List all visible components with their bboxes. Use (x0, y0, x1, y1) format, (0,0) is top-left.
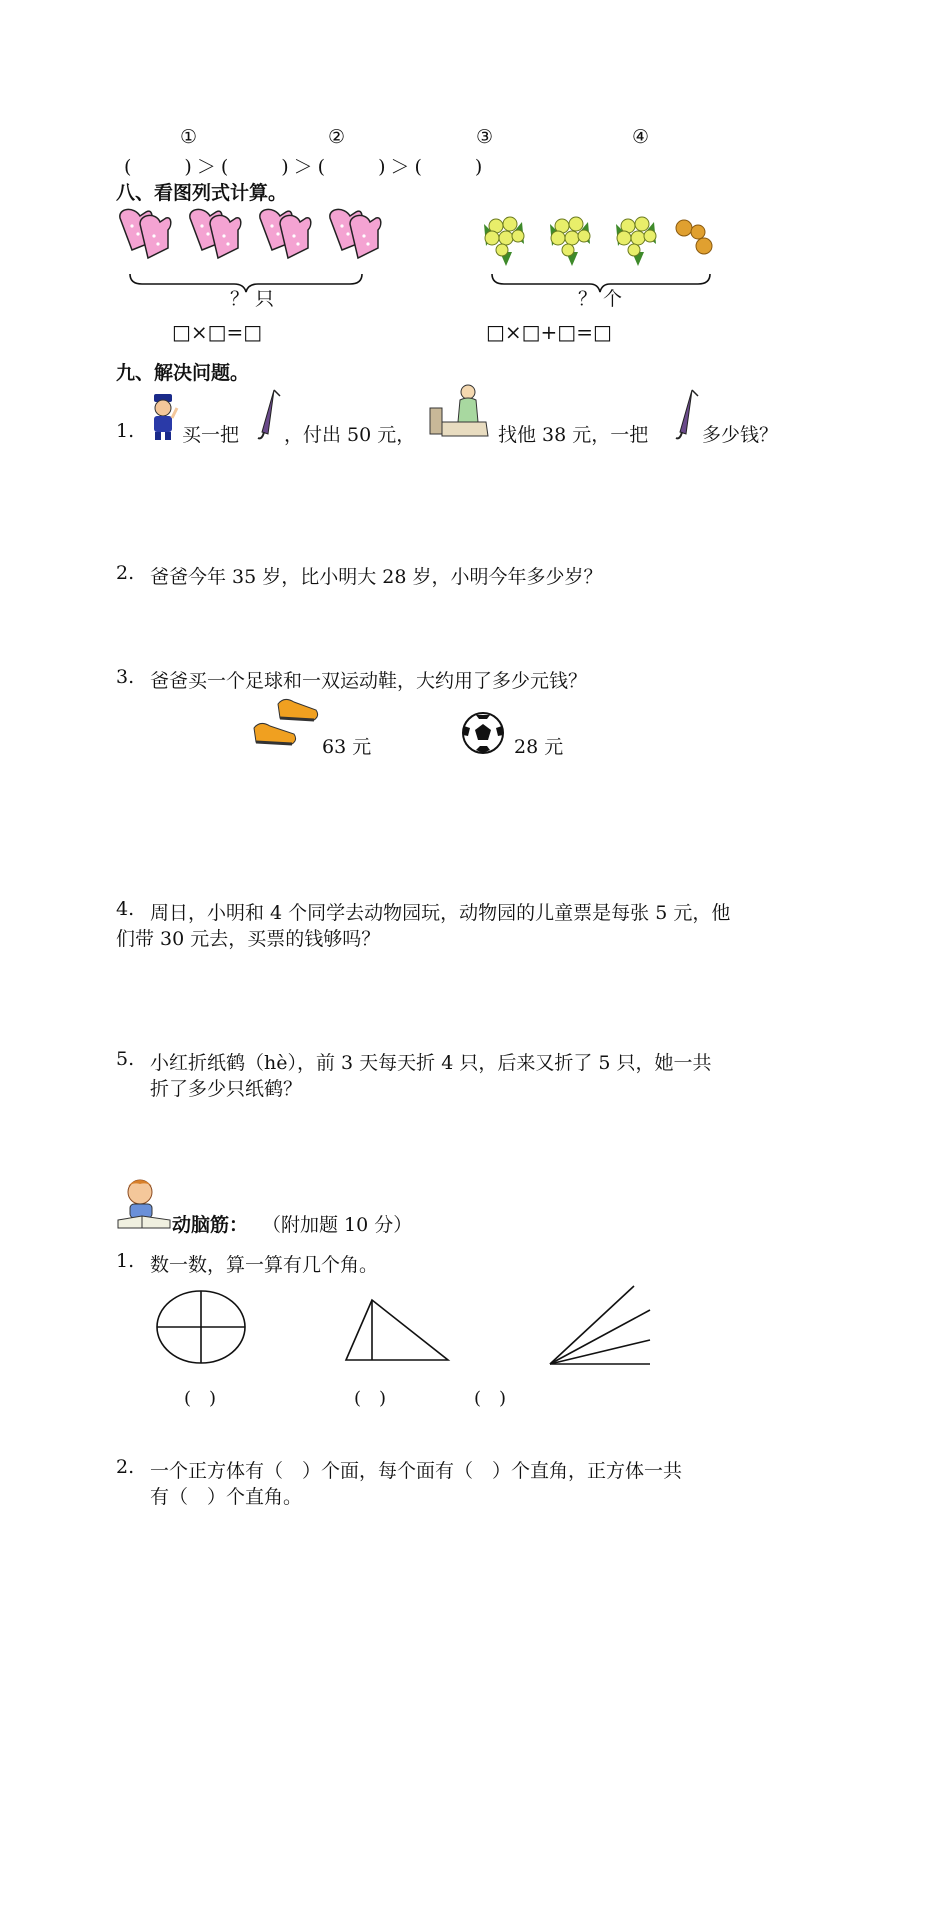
apple-bunch-icon (616, 217, 656, 266)
sneakers-icon (250, 694, 322, 752)
ball-price: 28 元 (514, 736, 564, 758)
umbrella-icon (674, 388, 704, 442)
q4-line1: 周日，小明和 4 个同学去动物园玩，动物园的儿童票是每张 5 元，他 (150, 902, 731, 924)
apple-bunch-icon (550, 217, 590, 266)
cashier-icon (426, 382, 490, 442)
bonus-q2-line2: 有（ ）个直角。 (150, 1486, 303, 1508)
q1-number: 1. (116, 420, 135, 442)
apple-bunch-icon (484, 217, 524, 266)
left-formula[interactable]: □×□=□ (172, 320, 263, 344)
boy-icon (148, 392, 178, 442)
bonus-note: （附加题 10 分） (262, 1214, 413, 1236)
triangle-figure (344, 1296, 450, 1364)
umbrella-icon (256, 388, 286, 442)
right-formula[interactable]: □×□+□=□ (486, 320, 612, 344)
circled-number-3: ③ (476, 126, 494, 148)
bonus-q1-text: 数一数，算一算有几个角。 (150, 1254, 379, 1276)
bonus-q2-line1: 一个正方体有（ ）个面，每个面有（ ）个直角，正方体一共 (150, 1460, 683, 1482)
q3-number: 3. (116, 666, 135, 688)
soccer-ball-icon (460, 710, 506, 756)
q4-number: 4. (116, 898, 135, 920)
bonus-answer-2[interactable]: ( ) (354, 1388, 387, 1409)
q5-line1: 小红折纸鹤（hè），前 3 天每天折 4 只，后来又折了 5 只，她一共 (150, 1052, 712, 1074)
circled-number-4: ④ (632, 126, 650, 148)
q1-text-part4: 多少钱？ (702, 424, 779, 446)
q1-text-part3: 找他 38 元，一把 (498, 424, 649, 446)
q5-line2: 折了多少只纸鹤？ (150, 1078, 303, 1100)
circle-quadrants-figure (154, 1288, 248, 1366)
shoes-price: 63 元 (322, 736, 372, 758)
bonus-q2-number: 2. (116, 1456, 135, 1478)
bonus-answer-3[interactable]: ( ) (474, 1388, 507, 1409)
bonus-q1-number: 1. (116, 1250, 135, 1272)
thinking-child-icon (116, 1176, 172, 1230)
glove-pair-icon (330, 209, 381, 258)
section-9-title: 九、解决问题。 (116, 362, 250, 384)
q2-number: 2. (116, 562, 135, 584)
right-brace-label: ？个 (578, 288, 629, 310)
bonus-title: 动脑筋： (172, 1214, 249, 1236)
q1-text-part1: 买一把 (182, 424, 240, 446)
glove-pair-icon (120, 209, 171, 258)
gloves-illustration (114, 204, 384, 270)
fruit-illustration (478, 204, 728, 270)
section-8-title: 八、看图列式计算。 (116, 182, 288, 204)
circled-number-2: ② (328, 126, 346, 148)
rays-figure (548, 1284, 652, 1368)
q1-text-part2: ，付出 50 元， (284, 424, 416, 446)
bonus-answer-1[interactable]: ( ) (184, 1388, 217, 1409)
q3-text: 爸爸买一个足球和一双运动鞋，大约用了多少元钱？ (150, 670, 588, 692)
circled-number-1: ① (180, 126, 198, 148)
q4-line2: 们带 30 元去，买票的钱够吗？ (116, 928, 381, 950)
oranges-icon (676, 220, 712, 254)
order-paren-line[interactable]: ( )＞( )＞( )＞( ) (124, 156, 488, 178)
glove-pair-icon (190, 209, 241, 258)
q5-number: 5. (116, 1048, 135, 1070)
left-brace-label: ？只 (230, 288, 281, 310)
q2-text: 爸爸今年 35 岁，比小明大 28 岁，小明今年多少岁？ (150, 566, 603, 588)
glove-pair-icon (260, 209, 311, 258)
